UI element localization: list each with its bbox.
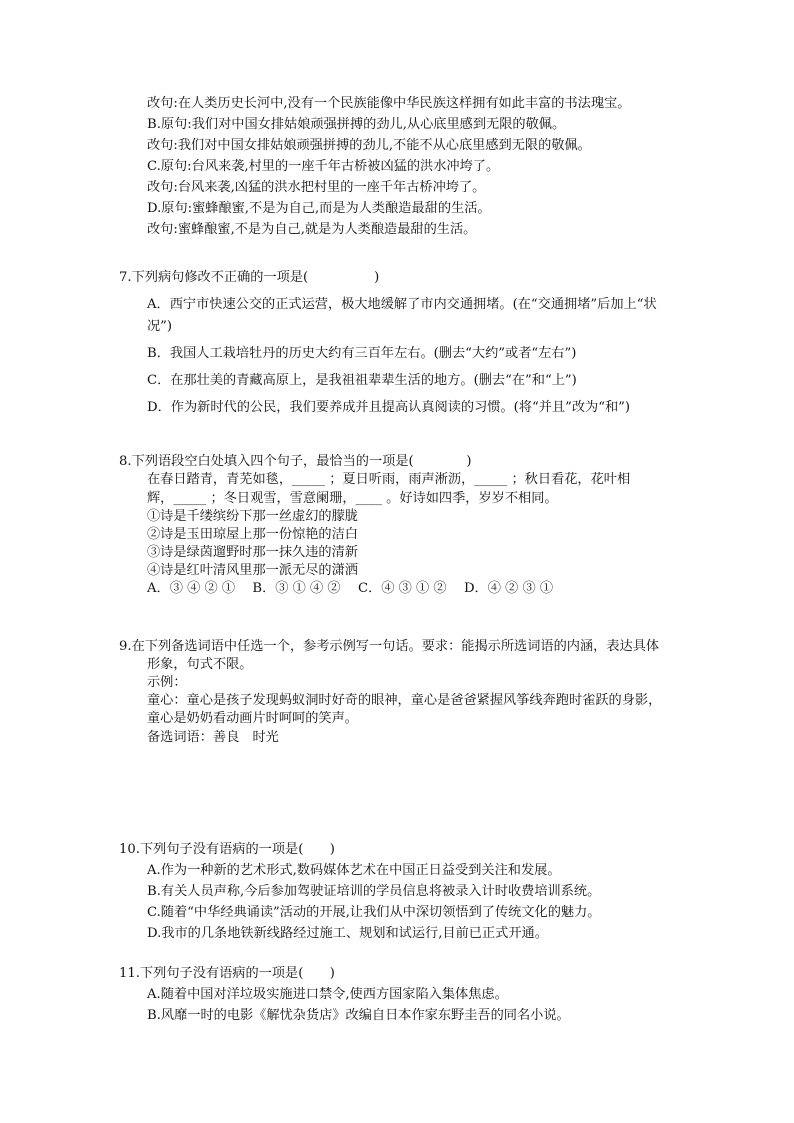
q10-option-b: B.有关人员声称,今后参加驾驶证培训的学员信息将被录入计时收费培训系统。 (147, 884, 601, 899)
q10-option-a: A.作为一种新的艺术形式,数码媒体艺术在中国正日益受到关注和发展。 (147, 863, 561, 878)
q10-option-d: D.我市的几条地铁新线路经过施工、规划和试运行,目前已正式开通。 (147, 926, 548, 941)
q7-option-a: A．西宁市快速公交的正式运营，极大地缓解了市内交通拥堵。(在“交通拥堵”后加上“状 (147, 297, 657, 312)
q8-stem: 8.下列语段空白处填入四个句子，最恰当的一项是( ) (119, 454, 472, 469)
q9-stem: 9.在下列备选词语中任选一个，参考示例写一句话。要求：能揭示所选词语的内涵，表达具体 (119, 639, 660, 654)
q7-option-c: C．在那壮美的青藏高原上，是我祖祖辈辈生活的地方。(删去“在”和“上”) (147, 373, 577, 388)
q6-option-c-revised: 改句:台风来袭,凶猛的洪水把村里的一座千年古桥冲垮了。 (147, 180, 486, 195)
q10-stem: 10.下列句子没有语病的一项是( ) (119, 842, 335, 857)
q10-option-c: C.随着“中华经典诵读”活动的开展,让我们从中深切领悟到了传统文化的魅力。 (147, 905, 601, 920)
q11-option-b: B.风靡一时的电影《解忧杂货店》改编自日本作家东野圭吾的同名小说。 (147, 1008, 570, 1023)
q7-option-b: B．我国人工栽培牡丹的历史大约有三百年左右。(删去“大约”或者“左右”) (147, 346, 577, 361)
q6-option-d-original: D.原句:蜜蜂酿蜜,不是为自己,而是为人类酿造最甜的生活。 (147, 201, 491, 216)
q11-option-a: A.随着中国对洋垃圾实施进口禁令,使西方国家陷入集体焦虑。 (147, 987, 508, 1002)
q9-example-2: 童心是奶奶看动画片时呵呵的笑声。 (147, 711, 358, 726)
q6-option-b-revised: 改句:我们对中国女排姑娘顽强拼搏的劲儿,不能不从心底里感到无限的敬佩。 (147, 138, 591, 153)
q8-sentence-4: ④诗是红叶清风里那一派无尽的潇洒 (147, 563, 358, 578)
q8-sentence-3: ③诗是绿茵遛野时那一抹久违的清新 (147, 545, 358, 560)
q6-revised-a: 改句:在人类历史长河中,没有一个民族能像中华民族这样拥有如此丰富的书法瑰宝。 (147, 96, 631, 111)
q8-passage-2: 辉，_____ ；冬日观雪，雪意阑珊，____ 。好诗如四季，岁岁不相同。 (147, 491, 558, 506)
q9-example-label: 示例： (147, 675, 187, 690)
q6-option-d-revised: 改句:蜜蜂酿蜜,不是为自己,就是为人类酿造最甜的生活。 (147, 222, 477, 237)
q7-stem: 7.下列病句修改不正确的一项是( ) (119, 270, 380, 285)
q6-option-b-original: B.原句:我们对中国女排姑娘顽强拼搏的劲儿,从心底里感到无限的敬佩。 (147, 117, 566, 132)
q7-option-a-cont: 况”) (147, 319, 173, 334)
q7-option-d: D．作为新时代的公民，我们要养成并且提高认真阅读的习惯。(将“并且”改为“和”) (147, 400, 631, 415)
q8-sentence-2: ②诗是玉田琼屋上那一份惊艳的洁白 (147, 527, 358, 542)
q11-stem: 11.下列句子没有语病的一项是( ) (119, 966, 335, 981)
q9-stem-cont: 形象，句式不限。 (147, 657, 253, 672)
q6-option-c-original: C.原句:台风来袭,村里的一座千年古桥被凶猛的洪水冲垮了。 (147, 159, 500, 174)
q8-passage-1: 在春日踏青，青芜如毯，_____ ；夏日听雨，雨声淅沥，_____ ；秋日看花，花叶相 (147, 472, 631, 487)
q9-candidate-words: 备选词语：善良 时光 (147, 730, 279, 745)
q8-options: A．③ ④ ② ① B．③ ① ④ ② C．④ ③ ① ② D．④ ② ③ ① (147, 581, 554, 596)
q9-example-1: 童心：童心是孩子发现蚂蚁洞时好奇的眼神，童心是爸爸紧握风筝线奔跑时雀跃的身影， (147, 693, 662, 708)
q8-sentence-1: ①诗是千缕缤纷下那一丝虚幻的朦胧 (147, 509, 358, 524)
